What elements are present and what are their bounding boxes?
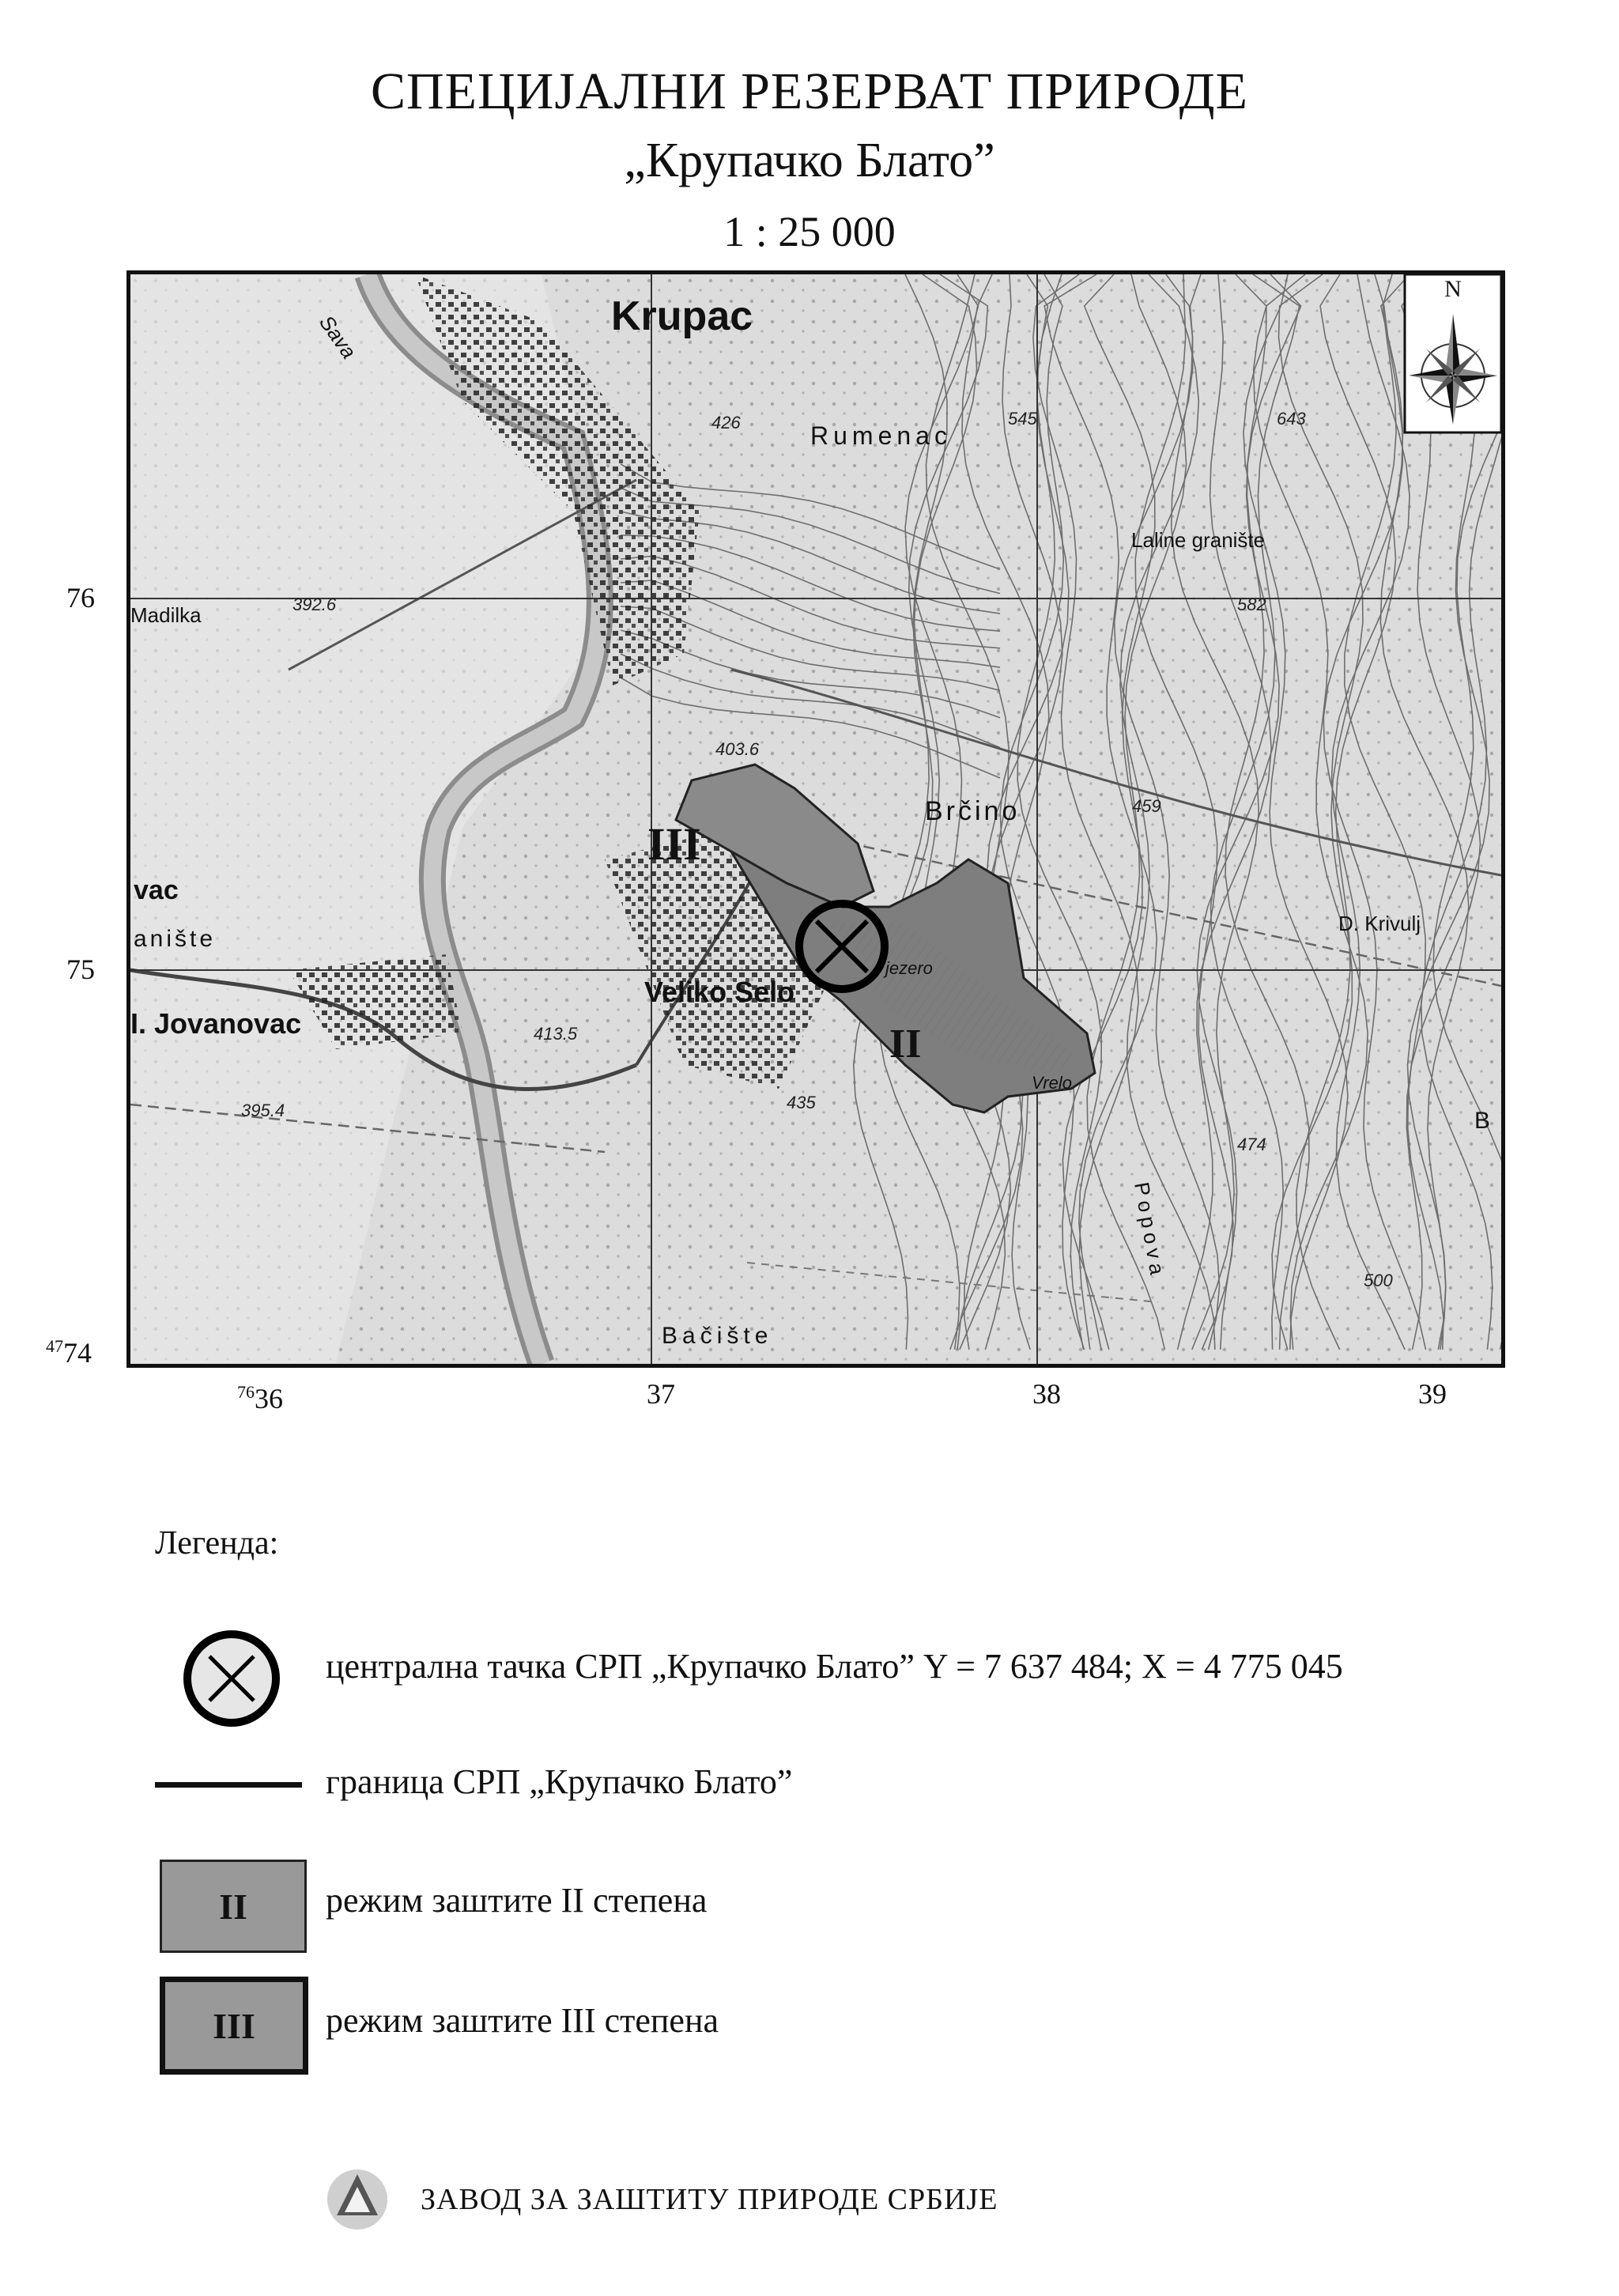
place-rumenac: Rumenac (810, 421, 952, 450)
elev-3926: 392.6 (292, 595, 337, 614)
place-krivulj: D. Krivulj (1338, 912, 1421, 935)
zone-2-label: II (889, 1021, 922, 1067)
place-baciste: Bačište (662, 1323, 773, 1349)
topographic-map[interactable] (126, 270, 1505, 1368)
page-title: СПЕЦИЈАЛНИ РЕЗЕРВАТ ПРИРОДЕ (371, 62, 1248, 120)
place-madilka: Madilka (130, 603, 202, 627)
elev-582: 582 (1237, 595, 1266, 614)
y-tick-1: 76 (66, 582, 95, 614)
north-label: N (1444, 276, 1462, 302)
place-krupac: Krupac (611, 293, 753, 339)
elev-459: 459 (1132, 796, 1161, 816)
place-aniste: anište (134, 926, 217, 952)
place-veliko-selo: Veliko Selo (644, 976, 795, 1008)
x-tick-3: 38 (1032, 1378, 1061, 1410)
reserve-name: „Крупачко Блато” (624, 134, 995, 187)
elev-426: 426 (711, 413, 741, 432)
elev-474: 474 (1237, 1135, 1266, 1154)
institute-logo-icon (324, 2166, 391, 2233)
elev-4036: 403.6 (715, 739, 760, 759)
x-tick-2: 37 (647, 1378, 675, 1410)
legend-central-point-icon (180, 1627, 283, 1730)
y-tick-2: 75 (66, 954, 95, 985)
river-label: Sava (315, 311, 361, 363)
legend-central-point-text: централна тачка СРП „Крупачко Блато” Y = 7 637 484; X = 4 775 045 (326, 1647, 1343, 1686)
elev-500: 500 (1364, 1271, 1393, 1290)
place-jovanovac: I. Jovanovac (130, 1007, 302, 1040)
place-jezero: jezero (885, 958, 933, 978)
place-b: B (1474, 1108, 1491, 1134)
map-canvas (130, 274, 1501, 1364)
x-tick-4: 39 (1418, 1378, 1447, 1410)
elev-4135: 413.5 (534, 1024, 578, 1044)
elev-545: 545 (1008, 409, 1037, 429)
legend-boundary-line (155, 1782, 302, 1788)
elev-643: 643 (1277, 409, 1306, 429)
map-scale: 1 : 25 000 (723, 208, 896, 255)
elev-3954: 395.4 (241, 1101, 285, 1120)
institute-name: ЗАВОД ЗА ЗАШТИТУ ПРИРОДЕ СРБИЈЕ (421, 2183, 998, 2216)
y-tick-3: $^{47}$74 (46, 1336, 92, 1369)
place-brcino: Brčino (925, 796, 1021, 826)
legend-zone-2-swatch: II (160, 1860, 307, 1953)
north-arrow (1405, 274, 1501, 432)
legend-zone-3-text: режим заштите III степена (326, 2001, 719, 2040)
place-popova: Popova (1130, 1180, 1171, 1282)
place-laline: Laline granište (1131, 528, 1266, 552)
x-tick-1: $^{76}$36 (237, 1382, 283, 1414)
legend-title: Легенда: (155, 1525, 279, 1562)
legend-zone-3-swatch: III (160, 1977, 308, 2075)
elev-435: 435 (787, 1093, 816, 1112)
place-vac: vac (134, 875, 179, 905)
place-vrelo: Vrelo (1032, 1073, 1072, 1093)
legend-boundary-text: граница СРП „Крупачко Блато” (326, 1762, 793, 1801)
zone-3-label: III (647, 818, 701, 870)
legend-zone-2-text: режим заштите II степена (326, 1881, 708, 1920)
